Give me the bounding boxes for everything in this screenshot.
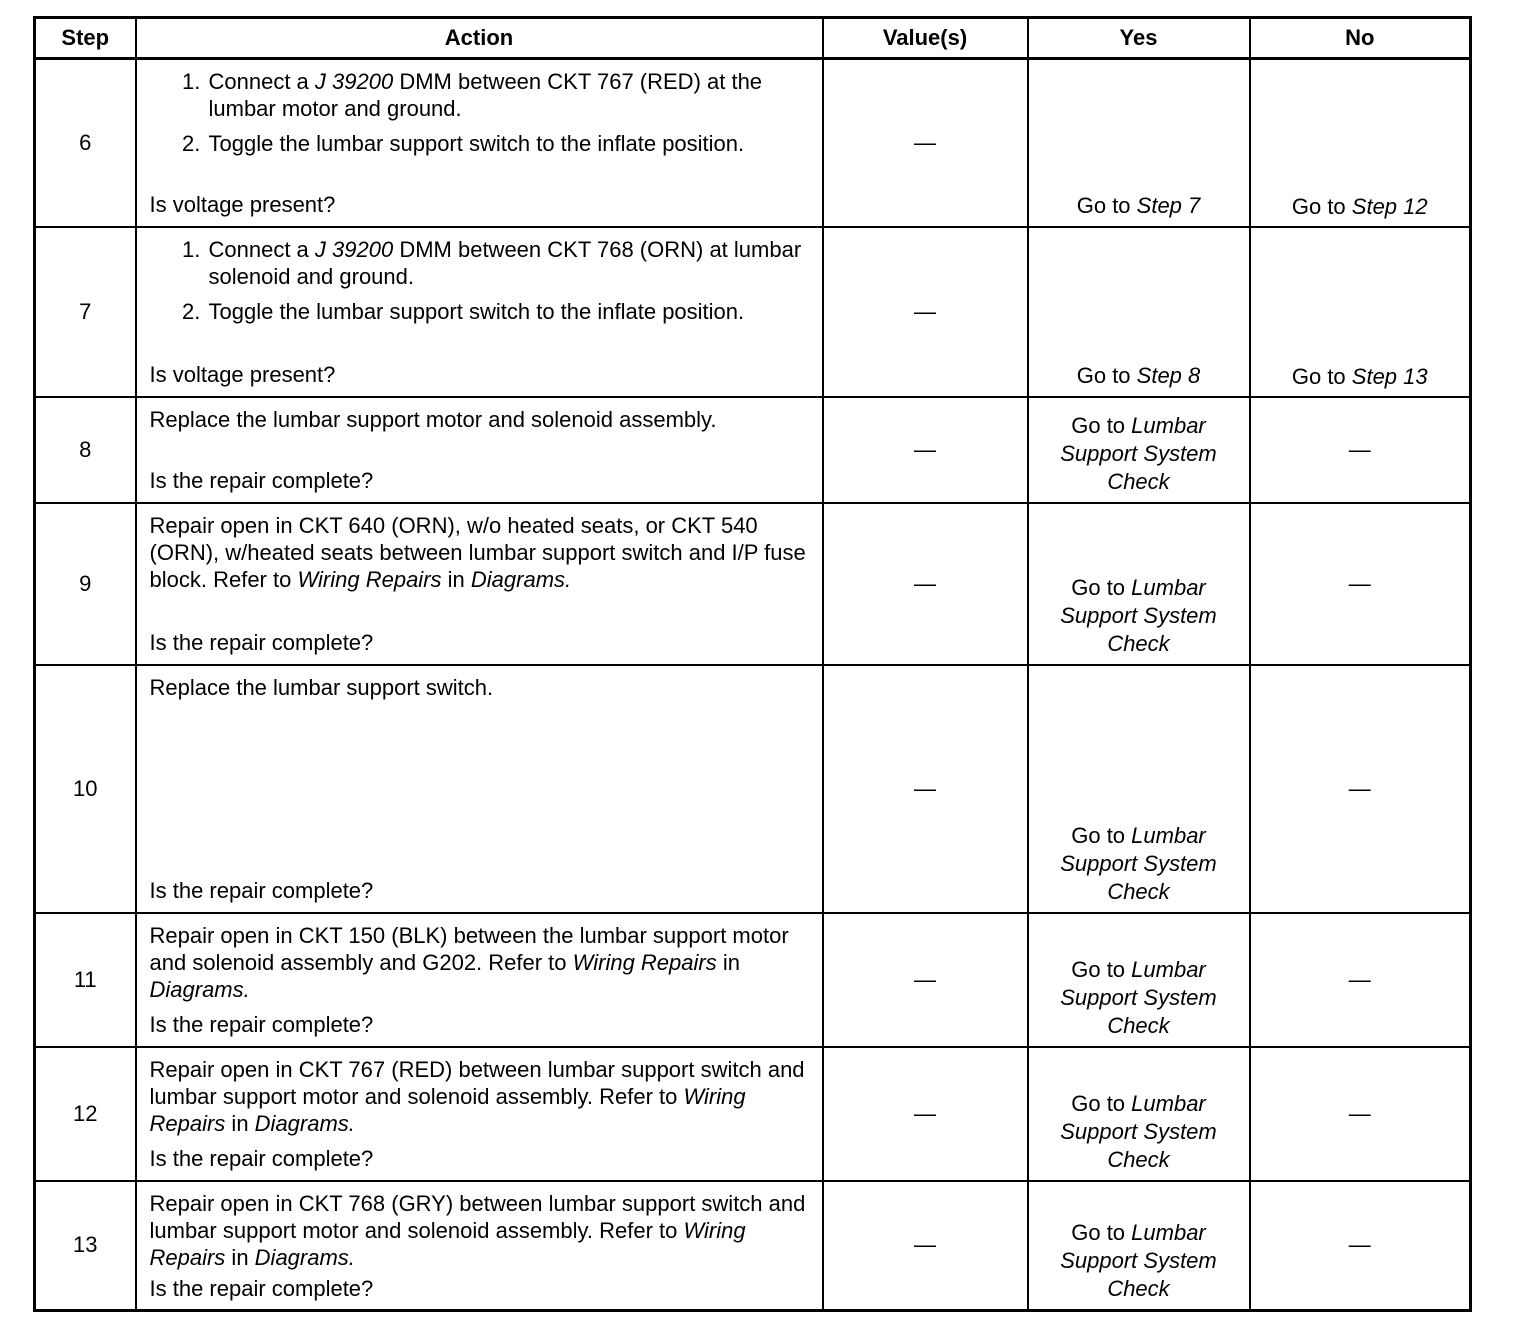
- yes-goto-reference: [1029, 822, 1249, 912]
- yes-goto-italic-ref: Lumbar Support System Check: [1060, 1220, 1217, 1301]
- action-step-list: [150, 236, 812, 325]
- table-row: [35, 503, 1471, 665]
- action-step-italic-ref: J 39200: [314, 69, 394, 94]
- action-instruction-italic-ref: Wiring Repairs: [149, 1083, 746, 1136]
- action-instruction-text: in: [225, 1110, 255, 1136]
- header-action: Action: [136, 18, 823, 59]
- action-step-text: Connect a: [208, 236, 315, 262]
- action-instruction-text: Repair open in CKT 150 (BLK) between the lumbar support motor and solenoid assembly and G202. Refer to: [149, 922, 789, 975]
- action-step-italic-ref: J 39200: [314, 236, 394, 262]
- action-cell: [136, 59, 823, 227]
- value-cell: —: [823, 665, 1028, 913]
- no-dash: [1251, 437, 1470, 463]
- no-goto-text: —: [1348, 775, 1371, 801]
- yes-goto-reference: [1029, 412, 1249, 502]
- action-instruction: [150, 1056, 812, 1137]
- table-row: [35, 1181, 1471, 1311]
- no-dash: [1251, 1232, 1470, 1258]
- action-step-text: DMM between CKT 767 (RED) at the lumbar motor and ground.: [208, 69, 763, 121]
- action-instruction-text: Repair open in CKT 640 (ORN), w/o heated seats, or CKT 540 (ORN), w/heated seats between lumbar support switch and I/P fuse block. Refer to: [149, 512, 806, 592]
- no-goto-text: —: [1348, 966, 1371, 992]
- no-cell: [1250, 913, 1471, 1047]
- yes-goto-text: Go to: [1071, 822, 1132, 848]
- header-no: No: [1250, 18, 1471, 59]
- yes-goto-reference: [1029, 956, 1249, 1046]
- action-step-text: Toggle the lumbar support switch to the inflate position.: [208, 298, 745, 324]
- value-cell: —: [823, 1047, 1028, 1181]
- no-goto-italic-ref: Step 13: [1351, 363, 1428, 389]
- action-cell: [136, 1047, 823, 1181]
- no-cell: [1250, 1181, 1471, 1311]
- action-instruction-italic-ref: Wiring Repairs: [572, 949, 717, 975]
- yes-goto-reference: [1029, 574, 1249, 664]
- step-number: 10: [35, 665, 136, 913]
- action-instruction-text: in: [225, 1244, 255, 1270]
- action-instruction: [150, 674, 812, 701]
- header-step: Step: [35, 18, 136, 59]
- step-number: 6: [35, 59, 136, 227]
- action-question: Is the repair complete?: [149, 467, 374, 493]
- action-question: Is voltage present?: [149, 361, 336, 387]
- yes-cell: [1028, 397, 1250, 503]
- no-goto-italic-ref: Step 12: [1351, 193, 1428, 219]
- no-dash: [1251, 1101, 1470, 1127]
- action-cell: [136, 1181, 823, 1311]
- no-dash: [1251, 776, 1470, 802]
- action-instruction-italic-ref: Wiring Repairs: [297, 566, 442, 592]
- step-number: 8: [35, 397, 136, 503]
- yes-goto-text: Go to: [1076, 362, 1137, 388]
- no-goto-text: —: [1348, 1100, 1371, 1126]
- action-cell: [136, 227, 823, 397]
- step-number: 11: [35, 913, 136, 1047]
- action-question: Is the repair complete?: [149, 629, 374, 655]
- no-goto-text: Go to: [1291, 363, 1352, 389]
- yes-goto-reference: [1029, 192, 1249, 226]
- yes-goto-text: Go to: [1071, 1090, 1132, 1116]
- yes-cell: [1028, 59, 1250, 227]
- yes-goto-text: Go to: [1076, 192, 1137, 218]
- diagnostic-table: [33, 16, 1472, 1312]
- yes-goto-text: Go to: [1071, 412, 1132, 438]
- yes-cell: [1028, 503, 1250, 665]
- action-instruction: [150, 922, 812, 1003]
- step-number: 12: [35, 1047, 136, 1181]
- yes-goto-reference: [1029, 362, 1249, 396]
- yes-cell: [1028, 227, 1250, 397]
- action-step-text: DMM between CKT 768 (ORN) at lumbar solenoid and ground.: [208, 236, 802, 289]
- step-number: 7: [35, 227, 136, 397]
- action-question: Is the repair complete?: [149, 1011, 374, 1037]
- yes-goto-reference: [1029, 1219, 1249, 1309]
- no-goto-text: —: [1348, 1232, 1371, 1258]
- value-cell: —: [823, 503, 1028, 665]
- action-instruction-text: Replace the lumbar support switch.: [149, 674, 494, 700]
- table-row: [35, 913, 1471, 1047]
- no-goto-reference: [1251, 194, 1470, 226]
- action-question: Is the repair complete?: [149, 877, 374, 903]
- action-instruction-italic-ref: Diagrams.: [254, 1244, 355, 1270]
- table-row: [35, 227, 1471, 397]
- no-cell: [1250, 1047, 1471, 1181]
- header-yes: Yes: [1028, 18, 1250, 59]
- yes-goto-text: Go to: [1071, 574, 1132, 600]
- yes-goto-italic-ref: Lumbar Support System Check: [1060, 956, 1217, 1038]
- step-number: 9: [35, 503, 136, 665]
- no-cell: [1250, 665, 1471, 913]
- yes-goto-italic-ref: Lumbar Support System Check: [1060, 412, 1217, 494]
- action-cell: [136, 397, 823, 503]
- yes-goto-italic-ref: Lumbar Support System Check: [1060, 574, 1217, 656]
- action-instruction-text: Replace the lumbar support motor and solenoid assembly.: [149, 406, 717, 432]
- yes-goto-text: Go to: [1071, 956, 1132, 982]
- no-goto-text: Go to: [1291, 193, 1352, 219]
- table-body: [35, 59, 1471, 1311]
- yes-goto-italic-ref: Lumbar Support System Check: [1060, 1090, 1217, 1172]
- no-dash: [1251, 967, 1470, 993]
- table-header: [35, 18, 1471, 59]
- yes-goto-italic-ref: Step 7: [1136, 192, 1201, 218]
- no-dash: [1251, 571, 1470, 597]
- no-cell: [1250, 59, 1471, 227]
- no-goto-text: —: [1348, 570, 1371, 596]
- action-question: Is voltage present?: [149, 192, 336, 217]
- table-row: [35, 1047, 1471, 1181]
- action-step-item: [207, 298, 812, 325]
- action-step-item: [207, 236, 812, 290]
- action-instruction-text: in: [441, 566, 471, 592]
- no-cell: [1250, 227, 1471, 397]
- action-cell: [136, 503, 823, 665]
- action-step-list: [150, 68, 812, 157]
- action-instruction: [150, 406, 812, 433]
- no-goto-reference: [1251, 364, 1470, 396]
- action-step-item: [207, 130, 812, 157]
- table-row: [35, 59, 1471, 227]
- yes-cell: [1028, 1047, 1250, 1181]
- action-instruction-italic-ref: Wiring Repairs: [149, 1217, 746, 1270]
- action-step-item: [207, 68, 812, 122]
- yes-goto-text: Go to: [1071, 1220, 1132, 1245]
- yes-cell: [1028, 1181, 1250, 1311]
- no-cell: [1250, 503, 1471, 665]
- no-goto-text: —: [1348, 436, 1371, 462]
- step-number: 13: [35, 1181, 136, 1311]
- yes-cell: [1028, 913, 1250, 1047]
- action-instruction-text: in: [716, 949, 740, 975]
- no-cell: [1250, 397, 1471, 503]
- value-cell: —: [823, 1181, 1028, 1311]
- action-instruction: [150, 512, 812, 593]
- action-cell: [136, 913, 823, 1047]
- yes-goto-reference: [1029, 1090, 1249, 1180]
- action-instruction-italic-ref: Diagrams.: [470, 566, 572, 592]
- action-instruction-italic-ref: Diagrams.: [149, 976, 250, 1002]
- yes-goto-italic-ref: Lumbar Support System Check: [1060, 822, 1217, 904]
- action-instruction: [150, 1190, 812, 1271]
- action-instruction-italic-ref: Diagrams.: [254, 1110, 355, 1136]
- action-question: Is the repair complete?: [149, 1145, 374, 1171]
- value-cell: —: [823, 227, 1028, 397]
- yes-goto-italic-ref: Step 8: [1136, 362, 1201, 388]
- header-value: Value(s): [823, 18, 1028, 59]
- action-instruction-text: Repair open in CKT 768 (GRY) between lumbar support switch and lumbar support motor and solenoid assembly. Refer to: [149, 1190, 806, 1243]
- table-row: [35, 397, 1471, 503]
- action-step-text: Connect a: [208, 69, 315, 94]
- table-row: [35, 665, 1471, 913]
- action-question: Is the repair complete?: [149, 1275, 374, 1301]
- value-cell: —: [823, 59, 1028, 227]
- yes-cell: [1028, 665, 1250, 913]
- action-cell: [136, 665, 823, 913]
- action-step-text: Toggle the lumbar support switch to the inflate position.: [208, 131, 745, 156]
- value-cell: —: [823, 397, 1028, 503]
- value-cell: —: [823, 913, 1028, 1047]
- action-instruction-text: Repair open in CKT 767 (RED) between lumbar support switch and lumbar support motor and solenoid assembly. Refer to: [149, 1056, 805, 1109]
